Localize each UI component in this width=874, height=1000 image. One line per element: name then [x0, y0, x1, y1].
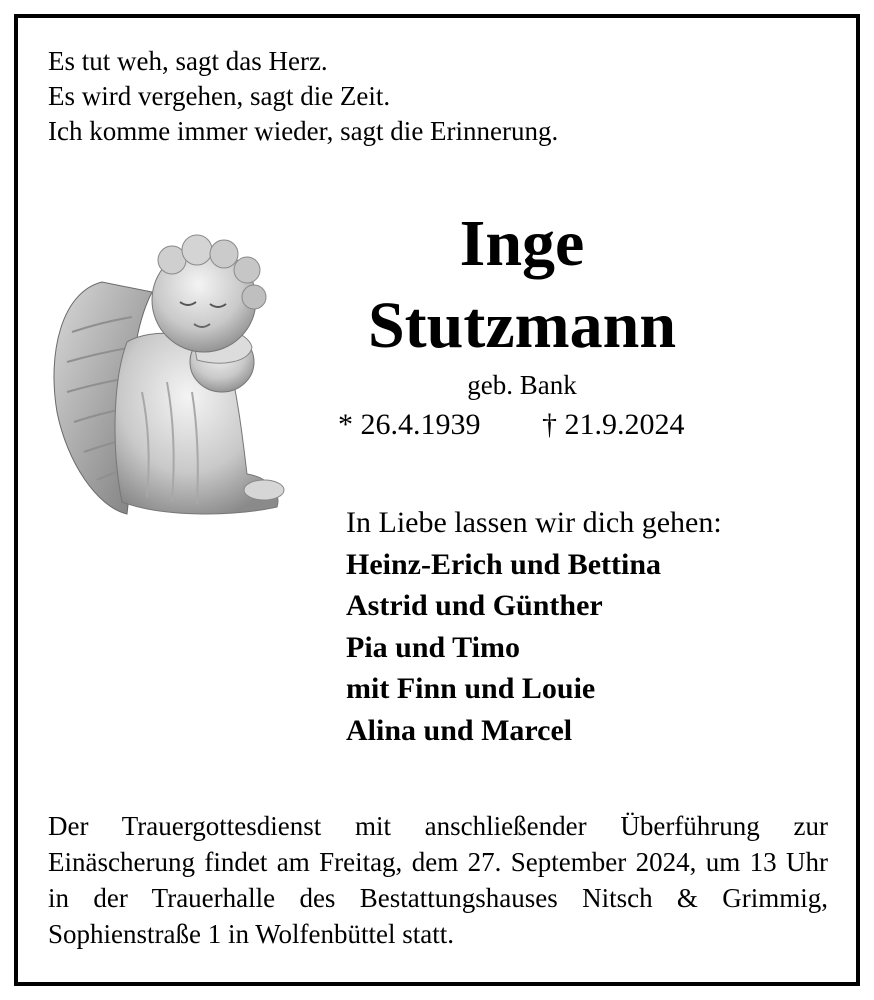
mourner-name: Alina und Marcel	[346, 713, 573, 747]
death-date: † 21.9.2024	[542, 408, 685, 441]
angel-figurine-image	[42, 222, 292, 522]
deceased-first-name: Inge	[459, 207, 585, 280]
mourners-block	[346, 502, 722, 751]
funeral-service-notice: Der Trauergottesdienst mit anschließender Überführung zur Einäscherung findet am Freitag, dem 27. September 2024, um 13 Uhr in der Trauerhalle des Bestattungshauses Nitsch & Grimmig, Sophienstraße 1 in Wolfenbüttel statt.	[48, 811, 828, 949]
mourner-name: mit Finn und Louie	[346, 672, 596, 705]
mourner-name: Heinz-Erich und Bettina	[346, 547, 662, 581]
poem	[48, 44, 558, 149]
mourner-name: Pia und Timo	[346, 630, 520, 664]
mourners-intro: In Liebe lassen wir dich gehen:	[346, 506, 722, 539]
poem-line: Es wird vergehen, sagt die Zeit.	[48, 81, 391, 111]
poem-line: Es tut weh, sagt das Herz.	[48, 46, 328, 76]
poem-line: Ich komme immer wieder, sagt die Erinnerung.	[48, 116, 559, 146]
mourner-name: Astrid und Günther	[346, 589, 603, 622]
maiden-name: geb. Bank	[467, 370, 577, 400]
birth-date: * 26.4.1939	[338, 408, 481, 441]
deceased-last-name: Stutzmann	[367, 289, 677, 362]
